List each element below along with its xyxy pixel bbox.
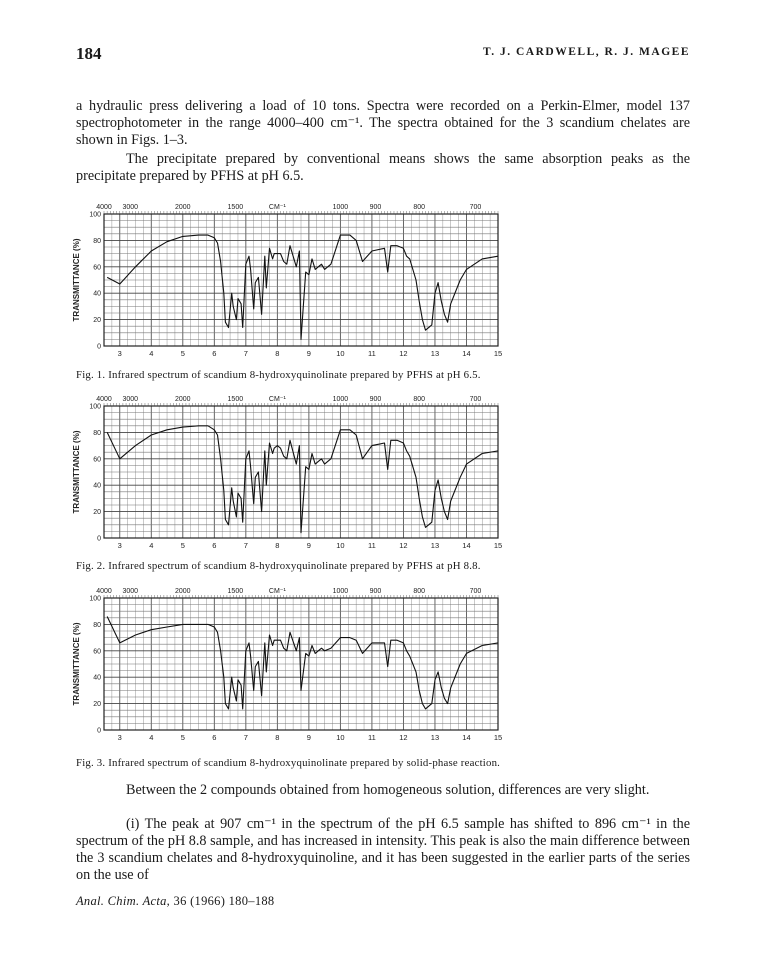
figure-1-caption: Fig. 1. Infrared spectrum of scandium 8-hydroxyquinolinate prepared by PFHS at pH 6.5. (76, 369, 481, 381)
paragraph-methods: a hydraulic press delivering a load of 10 tons. Spectra were recorded on a Perkin-Elmer, model 137 spectrophotometer in the range 4000–400 cm⁻¹. The spectra obtained for the 3 scandium chelates are shown in Figs. 1–3. (76, 98, 690, 148)
paragraph-peak-shift: (i) The peak at 907 cm⁻¹ in the spectrum of the pH 6.5 sample has shifted to 896 cm⁻¹ in the spectrum of the pH 8.8 sample, and has increased in intensity. This peak is also the main difference between the 3 scandium chelates and 8-hydroxyquinoline, and it has been suggested in the earlier parts of the series on the use of (76, 816, 690, 883)
top-unit-label: CM⁻¹ (268, 588, 286, 595)
top-tick-label: 900 (369, 588, 382, 595)
bottom-tick-label: 5 (180, 541, 185, 550)
top-tick-label: 3000 (122, 396, 139, 403)
y-tick-label: 80 (93, 621, 101, 629)
y-tick-label: 60 (93, 456, 101, 464)
bottom-tick-label: 8 (275, 541, 280, 550)
y-tick-label: 20 (93, 317, 101, 325)
top-tick-label: 800 (413, 396, 426, 403)
bottom-tick-label: 11 (368, 541, 376, 550)
bottom-tick-label: 10 (336, 733, 345, 742)
spectrum-trace (107, 235, 498, 339)
top-tick-label: 1500 (227, 396, 244, 403)
bottom-tick-label: 14 (462, 733, 471, 742)
top-tick-label: 3000 (122, 204, 139, 211)
bottom-tick-label: 9 (306, 733, 311, 742)
bottom-tick-label: 3 (117, 733, 122, 742)
top-tick-label: 700 (469, 396, 482, 403)
top-tick-label: 4000 (96, 204, 112, 211)
running-head-authors: T. J. CARDWELL, R. J. MAGEE (482, 46, 690, 58)
paragraph-precipitate: The precipitate prepared by conventional means shows the same absorption peaks as the precipitate prepared by PFHS at pH 6.5. (76, 151, 690, 184)
figure-2-spectrum (66, 388, 516, 560)
y-tick-label: 100 (89, 403, 101, 411)
citation-details: 36 (1966) 180–188 (173, 894, 275, 908)
y-tick-label: 40 (93, 290, 101, 298)
y-tick-label: 100 (89, 211, 101, 219)
y-tick-label: 80 (93, 237, 101, 245)
y-axis-label: TRANSMITTANCE (%) (72, 238, 81, 322)
y-axis-label: TRANSMITTANCE (%) (72, 622, 81, 706)
y-tick-label: 60 (93, 648, 101, 656)
bottom-tick-label: 8 (275, 349, 280, 358)
bottom-tick-label: 4 (149, 733, 154, 742)
y-tick-label: 100 (89, 595, 101, 603)
top-tick-label: 1000 (332, 588, 349, 595)
y-tick-label: 40 (93, 482, 101, 490)
top-tick-label: 2000 (175, 396, 191, 403)
top-tick-label: 4000 (96, 588, 112, 595)
bottom-tick-label: 4 (149, 541, 154, 550)
top-tick-label: 900 (369, 396, 382, 403)
bottom-tick-label: 12 (399, 349, 408, 358)
y-axis-label: TRANSMITTANCE (%) (72, 430, 81, 514)
bottom-tick-label: 3 (117, 541, 122, 550)
paragraph-differences: Between the 2 compounds obtained from homogeneous solution, differences are very slight. (126, 782, 650, 798)
top-tick-label: 800 (413, 588, 426, 595)
spectrum-trace (107, 617, 498, 709)
y-tick-label: 0 (97, 535, 101, 543)
y-tick-label: 20 (93, 701, 101, 709)
bottom-tick-label: 10 (336, 349, 345, 358)
top-tick-label: 2000 (175, 204, 191, 211)
spectrum-trace (107, 426, 498, 533)
bottom-tick-label: 13 (430, 541, 440, 550)
top-tick-label: 1000 (332, 396, 349, 403)
bottom-tick-label: 3 (117, 349, 122, 358)
y-tick-label: 60 (93, 264, 101, 272)
bottom-tick-label: 14 (462, 541, 471, 550)
top-tick-label: 3000 (122, 588, 139, 595)
bottom-tick-label: 8 (275, 733, 280, 742)
figure-3-caption: Fig. 3. Infrared spectrum of scandium 8-hydroxyquinolinate prepared by solid-phase reaction. (76, 757, 501, 769)
bottom-tick-label: 13 (430, 349, 440, 358)
bottom-tick-label: 9 (306, 541, 311, 550)
bottom-tick-label: 11 (368, 733, 376, 742)
bottom-tick-label: 12 (399, 733, 408, 742)
journal-name: Anal. Chim. Acta, (76, 894, 171, 908)
journal-citation (76, 894, 274, 909)
y-tick-label: 0 (97, 727, 101, 735)
top-tick-label: 1500 (227, 588, 244, 595)
top-unit-label: CM⁻¹ (268, 396, 286, 403)
top-tick-label: 1000 (332, 204, 349, 211)
bottom-tick-label: 7 (243, 733, 248, 742)
top-tick-label: 1500 (227, 204, 244, 211)
figure-1-spectrum (66, 196, 516, 368)
bottom-tick-label: 15 (493, 541, 503, 550)
bottom-tick-label: 11 (368, 349, 376, 358)
bottom-tick-label: 15 (493, 733, 503, 742)
bottom-tick-label: 12 (399, 541, 408, 550)
figure-2-caption: Fig. 2. Infrared spectrum of scandium 8-hydroxyquinolinate prepared by PFHS at pH 8.8. (76, 560, 481, 572)
bottom-tick-label: 7 (243, 349, 248, 358)
bottom-tick-label: 9 (306, 349, 311, 358)
bottom-tick-label: 4 (149, 349, 154, 358)
page-number: 184 (76, 44, 102, 63)
top-tick-label: 800 (413, 204, 426, 211)
top-tick-label: 2000 (175, 588, 191, 595)
bottom-tick-label: 14 (462, 349, 471, 358)
bottom-tick-label: 6 (212, 349, 217, 358)
top-tick-label: 700 (469, 588, 482, 595)
bottom-tick-label: 7 (243, 541, 248, 550)
figure-3-spectrum (66, 580, 516, 752)
bottom-tick-label: 5 (180, 733, 185, 742)
y-tick-label: 0 (97, 343, 101, 351)
bottom-tick-label: 15 (493, 349, 503, 358)
top-tick-label: 900 (369, 204, 382, 211)
top-unit-label: CM⁻¹ (268, 204, 286, 211)
y-tick-label: 80 (93, 429, 101, 437)
y-tick-label: 20 (93, 509, 101, 517)
bottom-tick-label: 6 (212, 541, 217, 550)
bottom-tick-label: 13 (430, 733, 440, 742)
bottom-tick-label: 6 (212, 733, 217, 742)
bottom-tick-label: 5 (180, 349, 185, 358)
y-tick-label: 40 (93, 674, 101, 682)
bottom-tick-label: 10 (336, 541, 345, 550)
top-tick-label: 700 (469, 204, 482, 211)
top-tick-label: 4000 (96, 396, 112, 403)
